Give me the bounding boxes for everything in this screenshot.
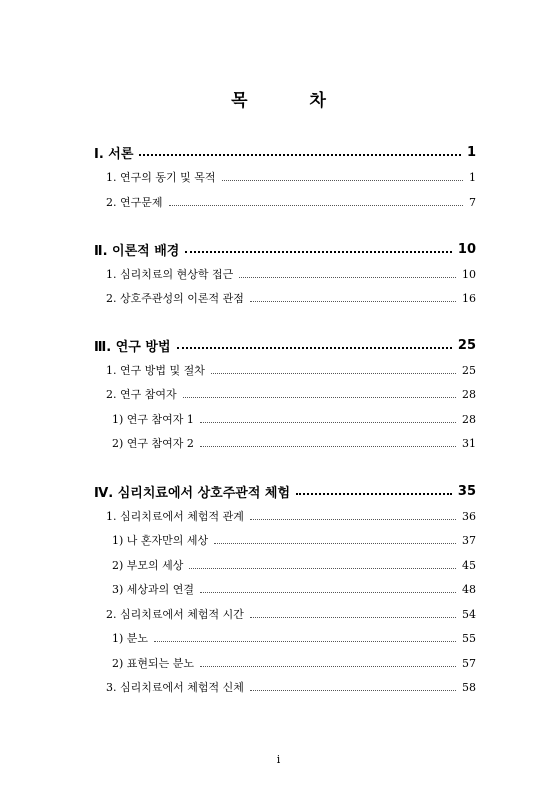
page-folio: i: [276, 753, 281, 766]
toc-entry-label: 1) 분노: [112, 632, 149, 645]
page-title: 목 차: [231, 91, 354, 111]
toc-entry-label: 2) 부모의 세상: [112, 559, 184, 572]
toc-entry-label: 3) 세상과의 연결: [112, 583, 195, 596]
toc-section-entry: [112, 654, 476, 672]
dot-leader: [296, 493, 452, 495]
toc-page-number: 1: [469, 170, 476, 184]
dot-leader: [183, 397, 456, 398]
toc-entry-label: 2. 심리치료에서 체험적 시간: [106, 608, 244, 621]
toc-section-entry: [106, 507, 476, 525]
dot-leader: [250, 519, 456, 520]
toc-entry-label: 1. 연구 방법 및 절차: [106, 364, 205, 377]
dot-leader: [139, 154, 461, 156]
toc-entry-label: 1. 심리치료의 현상학 접근: [106, 268, 234, 281]
toc-page-number: 45: [462, 558, 476, 572]
dot-leader: [185, 251, 452, 253]
toc-entry-label: Ⅳ. 심리치료에서 상호주관적 체험: [94, 485, 291, 501]
dot-leader: [200, 446, 456, 447]
toc-page-number: 28: [462, 387, 476, 401]
dot-leader: [239, 277, 456, 278]
dot-leader: [222, 180, 464, 181]
toc-page-number: 1: [466, 144, 476, 160]
toc-page-number: 10: [462, 267, 476, 281]
dot-leader: [250, 617, 456, 618]
toc-section-entry: [112, 629, 476, 647]
toc-section-entry: [112, 410, 476, 428]
toc-section-entry: [106, 265, 476, 283]
toc-chapter-entry: [94, 482, 476, 500]
toc-entry-label: Ⅰ. 서론: [94, 146, 134, 162]
toc-page-number: 35: [457, 483, 476, 499]
toc-page-number: 54: [462, 607, 476, 621]
toc-section-entry: [106, 289, 476, 307]
toc-page-number: 10: [457, 241, 476, 257]
toc-section-entry: [112, 580, 476, 598]
dot-leader: [250, 301, 456, 302]
toc-entry-label: 1. 연구의 동기 및 목적: [106, 171, 216, 184]
toc-page-number: 7: [469, 195, 476, 209]
dot-leader: [200, 666, 456, 667]
toc-page-number: 48: [462, 582, 476, 596]
toc-entry-label: 1. 심리치료에서 체험적 관계: [106, 510, 244, 523]
toc-entry-label: 1) 연구 참여자 1: [112, 413, 194, 426]
dot-leader: [200, 592, 456, 593]
toc-entry-label: Ⅲ. 연구 방법: [94, 339, 171, 355]
dot-leader: [250, 690, 456, 691]
toc-entry-label: 1) 나 혼자만의 세상: [112, 534, 209, 547]
toc-page-number: 16: [462, 291, 476, 305]
toc-section-entry: [106, 385, 476, 403]
toc-page-number: 57: [462, 656, 476, 670]
dot-leader: [169, 205, 464, 206]
toc-section-entry: [106, 193, 476, 211]
toc-page-number: 58: [462, 680, 476, 694]
toc-entry-label: 2) 표현되는 분노: [112, 657, 195, 670]
toc-entry-label: 3. 심리치료에서 체험적 신체: [106, 681, 244, 694]
toc-chapter-entry: [94, 336, 476, 354]
toc-entry-label: 2. 연구문제: [106, 196, 163, 209]
toc-chapter-entry: [94, 240, 476, 258]
toc-section-entry: [106, 361, 476, 379]
toc-section-entry: [112, 556, 476, 574]
toc-entry-label: 2. 연구 참여자: [106, 388, 177, 401]
toc-page-number: 37: [462, 533, 476, 547]
toc-section-entry: [106, 605, 476, 623]
toc-page-number: 28: [462, 412, 476, 426]
toc-entry-label: 2. 상호주관성의 이론적 관점: [106, 292, 244, 305]
toc-page-number: 25: [457, 337, 476, 353]
dot-leader: [214, 543, 456, 544]
dot-leader: [189, 568, 456, 569]
dot-leader: [177, 347, 452, 349]
dot-leader: [211, 373, 456, 374]
toc-entry-label: Ⅱ. 이론적 배경: [94, 243, 180, 259]
toc-page-number: 55: [462, 631, 476, 645]
dot-leader: [154, 641, 456, 642]
dot-leader: [200, 422, 456, 423]
toc-page-number: 36: [462, 509, 476, 523]
toc-section-entry: [106, 168, 476, 186]
toc-section-entry: [112, 531, 476, 549]
toc-page-number: 25: [462, 363, 476, 377]
toc-section-entry: [112, 434, 476, 452]
toc-section-entry: [106, 678, 476, 696]
toc-chapter-entry: [94, 143, 476, 161]
toc-entry-label: 2) 연구 참여자 2: [112, 437, 194, 450]
toc-page-number: 31: [462, 436, 476, 450]
